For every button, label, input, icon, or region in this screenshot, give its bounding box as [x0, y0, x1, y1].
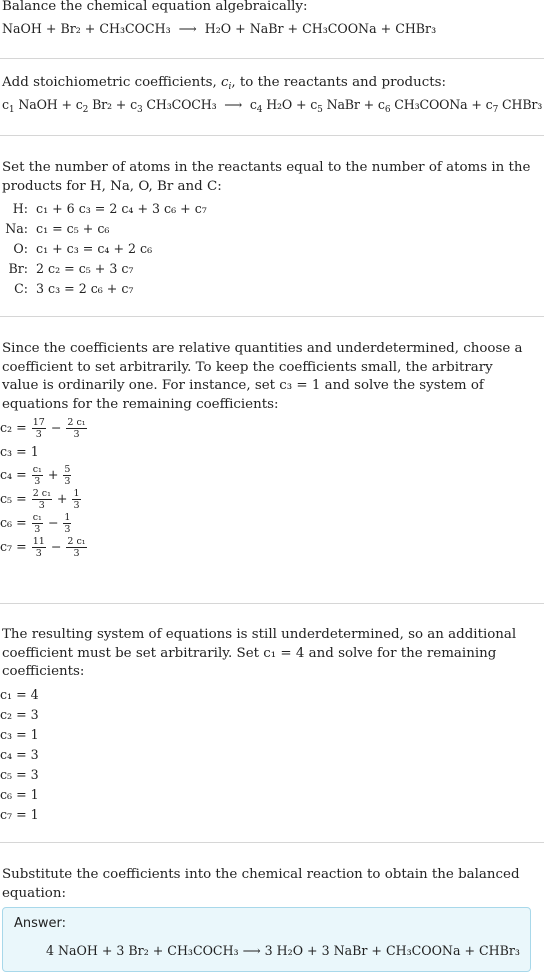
solution-row: c₃ = 1	[0, 444, 39, 459]
answer-label: Answer:	[14, 916, 67, 931]
product: H₂O	[204, 21, 232, 36]
term: $c_7$ CHBr₃	[485, 97, 543, 115]
solution-row: c₆ = $\frac{\text{c₁}}{3}$ − $\frac{1}{3}$	[0, 512, 71, 536]
product: CHBr₃	[395, 21, 437, 36]
coefficient-values	[0, 685, 39, 825]
value-row: c₂ = 3	[0, 707, 39, 722]
value-row: c₅ = 3	[0, 767, 39, 782]
balance-row: H: c₁ + 6 c₃ = 2 c₄ + 3 c₆ + c₇	[12, 201, 207, 216]
balance-row: Na: c₁ = c₅ + c₆	[5, 221, 110, 236]
step5-intro: The resulting system of equations is still underdetermined, so an additional coefficient must be set arbitrarily. Set c₁ = 4 and solve for the remaining coefficients:	[2, 627, 517, 679]
value-row: c₁ = 4	[0, 687, 39, 702]
plus-sign: +	[380, 21, 392, 36]
plus-sign: +	[45, 21, 57, 36]
balance-row: O: c₁ + c₃ = c₄ + 2 c₆	[13, 241, 153, 256]
atom-balance-table	[2, 199, 207, 299]
plus-sign: +	[287, 21, 299, 36]
term: $c_6$ CH₃COONa	[377, 97, 468, 115]
step4-intro: Since the coefficients are relative quantities and underdetermined, choose a coefficient to set arbitrarily. To keep the coefficients small, the arbitrary value is ordinarily one. For instance, set c₃ = 1 and solve the system of equations for the remaining coefficients:	[2, 341, 523, 412]
step2-intro	[2, 75, 446, 90]
section-divider	[0, 316, 544, 317]
plus-sign: +	[235, 21, 246, 36]
term: $c_5$ NaBr	[310, 97, 360, 115]
intro-text: Add stoichiometric coefficients,	[2, 75, 221, 90]
plus-sign: +	[115, 97, 127, 112]
solution-list	[0, 416, 88, 559]
term: $c_2$ Br₂	[75, 97, 112, 115]
coefficient-equation	[2, 97, 543, 115]
plus-sign: +	[363, 97, 375, 112]
value-row: c₄ = 3	[0, 747, 39, 762]
value-row: c₆ = 1	[0, 787, 39, 802]
step1-intro: Balance the chemical equation algebraically:	[2, 0, 308, 14]
arrow-icon: ⟶	[224, 97, 243, 112]
balanced-equation: 4 NaOH + 3 Br₂ + CH₃COCH₃ ⟶ 3 H₂O + 3 NaBr + CH₃COONa + CHBr₃	[46, 943, 520, 958]
section-divider	[0, 842, 544, 843]
step3-intro: Set the number of atoms in the reactants equal to the number of atoms in the products for H, Na, O, Br and C:	[2, 160, 531, 194]
plus-sign: +	[84, 21, 96, 36]
plus-sign: +	[61, 97, 72, 112]
balance-row: C: 3 c₃ = 2 c₆ + c₇	[14, 281, 134, 296]
solution-row: c₅ = $\frac{\text{2 c₁}}{3}$ + $\frac{1}{3}$	[0, 488, 80, 512]
plus-sign: +	[471, 97, 482, 112]
solution-row: c₇ = $\frac{11}{3}$ − $\frac{\text{2 c₁}}{3}$	[0, 536, 86, 560]
arrow-icon: ⟶	[178, 21, 197, 36]
variable: c	[220, 75, 229, 90]
term: $c_4$ H₂O	[249, 97, 293, 115]
step6-intro: Substitute the coefficients into the chemical reaction to obtain the balanced equation:	[2, 867, 520, 901]
term: $c_1$ NaOH	[2, 97, 58, 115]
solution-row: c₂ = $\frac{17}{3}$ − $\frac{\text{2 c₁}}{3}$	[0, 417, 86, 440]
reactant: NaOH	[2, 21, 42, 36]
balance-row: Br: 2 c₂ = c₅ + 3 c₇	[8, 261, 134, 276]
plus-sign: +	[295, 97, 307, 112]
intro-text: , to the reactants and products:	[231, 75, 446, 90]
reactant: CH₃COCH₃	[99, 21, 171, 36]
section-divider	[0, 135, 544, 136]
product: NaBr	[249, 21, 284, 36]
section-divider	[0, 603, 544, 604]
product: CH₃COONa	[302, 21, 377, 36]
value-row: c₇ = 1	[0, 807, 39, 822]
value-row: c₃ = 1	[0, 727, 39, 742]
reactant: Br₂	[60, 21, 81, 36]
answer-box	[2, 907, 531, 972]
unbalanced-equation	[2, 21, 436, 36]
term: $c_3$ CH₃COCH₃	[130, 97, 217, 115]
solution-row: c₄ = $\frac{\text{c₁}}{3}$ + $\frac{5}{3}$	[0, 464, 71, 488]
section-divider	[0, 58, 544, 59]
variable-subscript: i	[228, 82, 232, 92]
